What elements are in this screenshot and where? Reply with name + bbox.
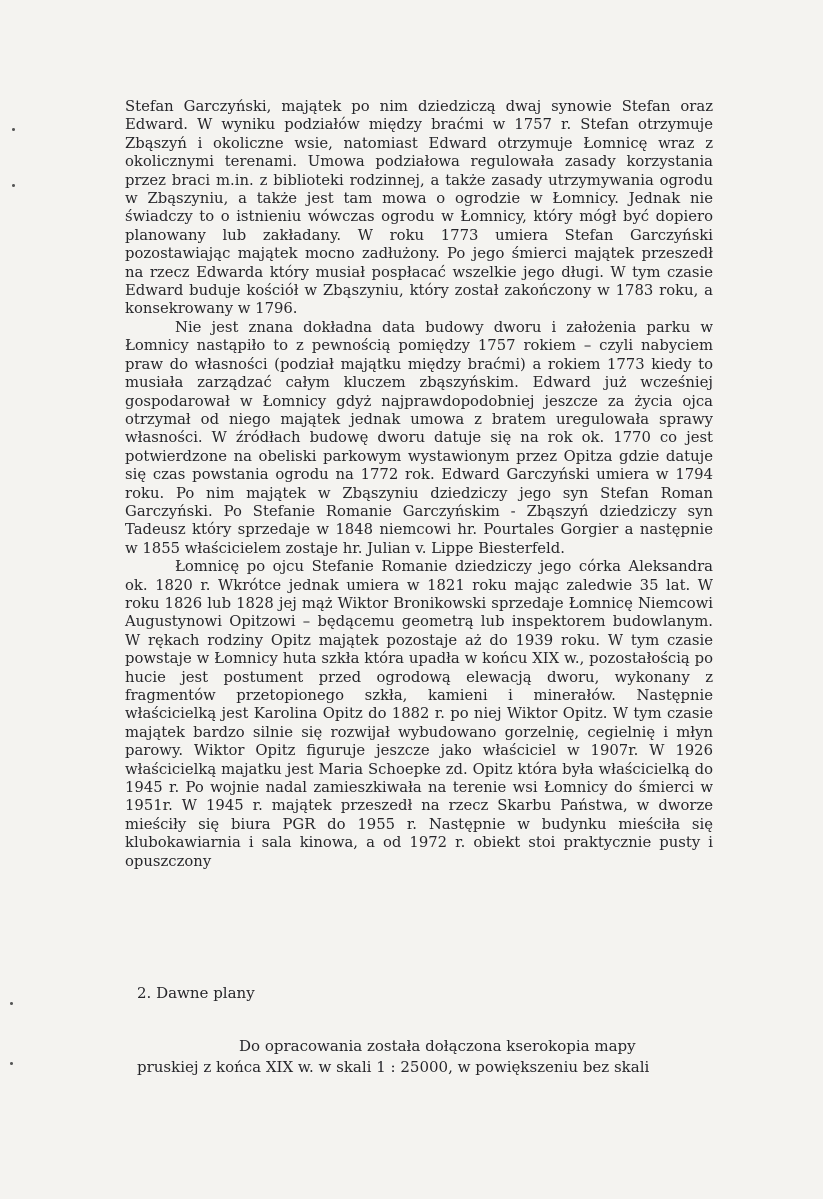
paragraph-manor-construction: Nie jest znana dokładna data budowy dworu i założenia parku w Łomnicy nastąpiło to z pewnością pomiędzy 1757 rokiem – czyli nabyciem praw do własności (podział majątku między braćmi) a rokiem 1773 kiedy to musiała zarządzać całym kluczem zbąszyńskim. Edward już wcześniej gospodarował w Łomnicy gdyż najprawdopodobniej jeszcze za życia ojca otrzymał od niego majątek jednak umowa z bratem uregulowała sprawy własności. W źródłach budowę dworu datuje się na rok ok. 1770 co jest potwierdzone na obeliski parkowym wystawionym przez Opitza gdzie datuje się czas powstania ogrodu na 1772 rok. Edward Garczyński umiera w 1794 roku. Po nim majątek w Zbąszyniu dziedziczy jego syn Stefan Roman Garczyński. Po Stefanie Romanie Garczyńskim - Zbąszyń dziedziczy syn Tadeusz który sprzedaje w 1848 niemcowi hr. Pourtales Gorgier a następnie w 1855 właścicielem zostaje hr. Julian v. Lippe Biesterfeld.	[125, 318, 713, 557]
closing-line-1: Do opracowania została dołączona kserokopia mapy	[239, 1037, 636, 1055]
margin-dot	[12, 184, 15, 187]
margin-dot	[10, 1062, 13, 1065]
margin-dot	[12, 128, 15, 131]
paragraph-garczynski-division: Stefan Garczyński, majątek po nim dziedziczą dwaj synowie Stefan oraz Edward. W wyniku podziałów między braćmi w 1757 r. Stefan otrzymuje Zbąszyń i okoliczne wsie, natomiast Edward otrzymuje Łomnicę wraz z okolicznymi terenami. Umowa podziałowa regulowała zasady korzystania przez braci m.in. z biblioteki rodzinnej, a także zasady utrzymywania ogrodu w Zbąszyniu, a także jest tam mowa o ogrodzie w Łomnicy. Jednak nie świadczy to o istnieniu wówczas ogrodu w Łomnicy, który mógł być dopiero planowany lub zakładany. W roku 1773 umiera Stefan Garczyński pozostawiając majątek mocno zadłużony. Po jego śmierci majątek przeszedł na rzecz Edwarda który musiał pospłacać wszelkie jego długi. W tym czasie Edward buduje kościół w Zbąszyniu, który został zakończony w 1783 roku, a konsekrowany w 1796.	[125, 98, 713, 318]
main-body-text	[125, 98, 713, 871]
paragraph-lomnica-owners: Łomnicę po ojcu Stefanie Romanie dziedziczy jego córka Aleksandra ok. 1820 r. Wkrótce jednak umiera w 1821 roku mając zaledwie 35 lat. W roku 1826 lub 1828 jej mąż Wiktor Bronikowski sprzedaje Łomnicę Niemcowi Augustynowi Opitzowi – będącemu geometrą lub inspektorem budowlanym. W rękach rodziny Opitz majątek pozostaje aż do 1939 roku. W tym czasie powstaje w Łomnicy huta szkła która upadła w końcu XIX w., pozostałością po hucie jest postument przed ogrodową elewacją dworu, wykonany z fragmentów przetopionego szkła, kamieni i minerałów. Następnie właścicielką jest Karolina Opitz do 1882 r. po niej Wiktor Opitz. W tym czasie majątek bardzo silnie się rozwijał wybudowano gorzelnię, cegielnię i młyn parowy. Wiktor Opitz figuruje jeszcze jako właściciel w 1907r. W 1926 właścicielką majatku jest Maria Schoepke zd. Opitz która była właścicielką do 1945 r. Po wojnie nadal zamieszkiwała na terenie wsi Łomnicy do śmierci w 1951r. W 1945 r. majątek przeszedł na rzecz Skarbu Państwa, w dworze mieściły się biura PGR do 1955 r. Następnie w budynku mieściła się klubokawiarnia i sala kinowa, a od 1972 r. obiekt stoi praktycznie pusty i opuszczony	[125, 558, 713, 870]
closing-paragraph	[137, 1036, 707, 1078]
margin-dot	[10, 1002, 13, 1005]
closing-line-2: pruskiej z końca XIX w. w skali 1 : 25000, w powiększeniu bez skali	[137, 1058, 650, 1076]
section-heading-old-plans: 2. Dawne plany	[137, 984, 255, 1002]
